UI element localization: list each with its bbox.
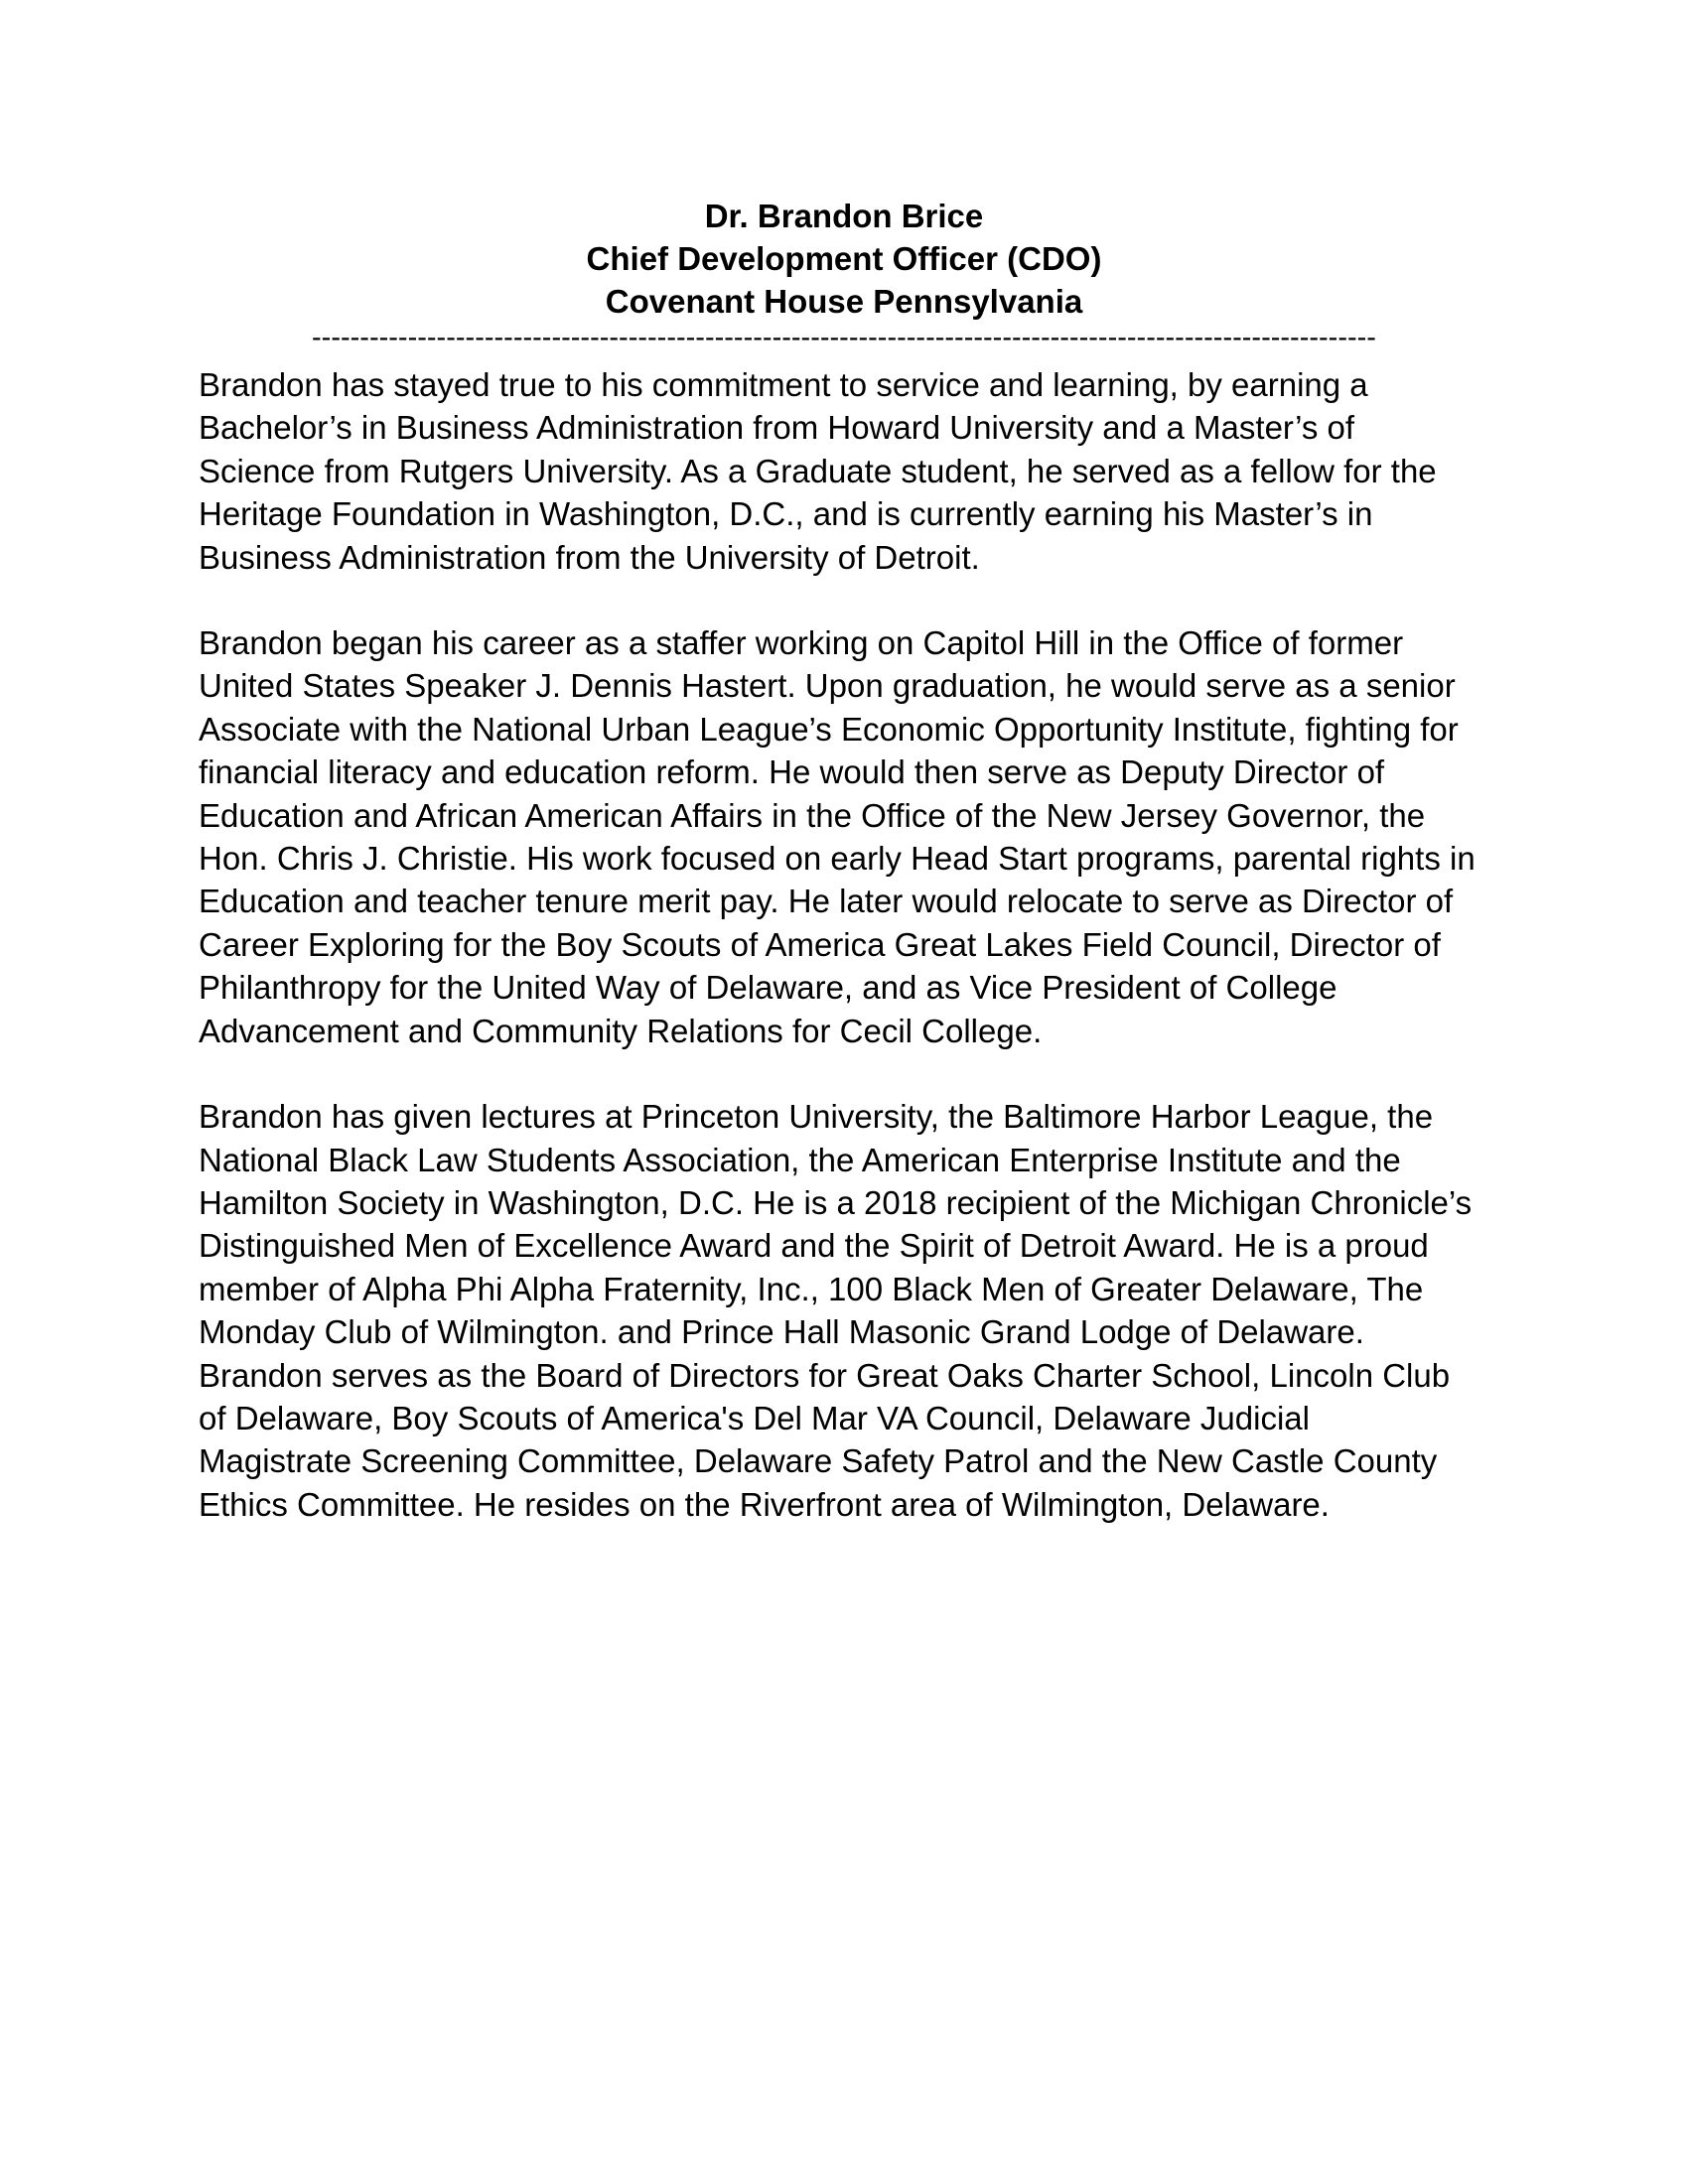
text-line: Brandon serves as the Board of Directors for Great Oaks Charter School, Lincoln Club bbox=[199, 1356, 1451, 1394]
text-line: Brandon has stayed true to his commitment to service and learning, by earning a bbox=[199, 366, 1368, 403]
text-line: Business Administration from the University of Detroit. bbox=[199, 538, 980, 576]
text-line: of Delaware, Boy Scouts of America's Del Mar VA Council, Delaware Judicial bbox=[199, 1399, 1310, 1436]
bio-header bbox=[0, 195, 1688, 323]
job-title: Chief Development Officer (CDO) bbox=[586, 240, 1102, 277]
text-line: Education and African American Affairs in the Office of the New Jersey Governor, the bbox=[199, 796, 1426, 834]
text-line: Brandon has given lectures at Princeton University, the Baltimore Harbor League, the bbox=[199, 1098, 1434, 1136]
person-name: Dr. Brandon Brice bbox=[704, 198, 984, 234]
text-line: Science from Rutgers University. As a Graduate student, he served as a fellow for the bbox=[199, 452, 1437, 489]
paragraph-career bbox=[199, 621, 1489, 1052]
text-line: Associate with the National Urban League’s Economic Opportunity Institute, fighting for bbox=[199, 710, 1459, 748]
text-line: Education and teacher tenure merit pay. He later would relocate to serve as Director of bbox=[199, 883, 1454, 920]
text-line: member of Alpha Phi Alpha Fraternity, Inc., 100 Black Men of Greater Delaware, The bbox=[199, 1270, 1424, 1307]
text-line: Advancement and Community Relations for Cecil College. bbox=[199, 1012, 1043, 1049]
text-line: Career Exploring for the Boy Scouts of America Great Lakes Field Council, Director of bbox=[199, 925, 1441, 963]
text-line: Monday Club of Wilmington. and Prince Hall Masonic Grand Lodge of Delaware. bbox=[199, 1313, 1364, 1351]
text-line: Philanthropy for the United Way of Delaware, and as Vice President of College bbox=[199, 969, 1337, 1007]
text-line: National Black Law Students Association, the American Enterprise Institute and the bbox=[199, 1141, 1401, 1178]
text-line: Hamilton Society in Washington, D.C. He is a 2018 recipient of the Michigan Chronicle’s bbox=[199, 1183, 1473, 1221]
text-line: Distinguished Men of Excellence Award and the Spirit of Detroit Award. He is a proud bbox=[199, 1227, 1429, 1265]
text-line: financial literacy and education reform. He would then serve as Deputy Director of bbox=[199, 753, 1385, 791]
text-line: Ethics Committee. He resides on the Riverfront area of Wilmington, Delaware. bbox=[199, 1485, 1330, 1523]
text-line: Hon. Chris J. Christie. His work focused on early Head Start programs, parental rights in bbox=[199, 840, 1476, 878]
text-line: Brandon began his career as a staffer working on Capitol Hill in the Office of former bbox=[199, 624, 1404, 662]
text-line: Heritage Foundation in Washington, D.C., and is currently earning his Master’s in bbox=[199, 495, 1373, 533]
dashed-divider: --------------------------------------------------------------------------------------------------------------- bbox=[312, 322, 1376, 353]
paragraph-recognition bbox=[199, 1095, 1489, 1526]
text-line: Bachelor’s in Business Administration from Howard University and a Master’s of bbox=[199, 409, 1355, 447]
paragraph-education bbox=[199, 363, 1489, 579]
text-line: Magistrate Screening Committee, Delaware Safety Patrol and the New Castle County bbox=[199, 1442, 1438, 1480]
bio-body bbox=[199, 363, 1489, 1569]
organization-name: Covenant House Pennsylvania bbox=[605, 283, 1083, 320]
text-line: United States Speaker J. Dennis Hastert. Upon graduation, he would serve as a senior bbox=[199, 667, 1456, 705]
